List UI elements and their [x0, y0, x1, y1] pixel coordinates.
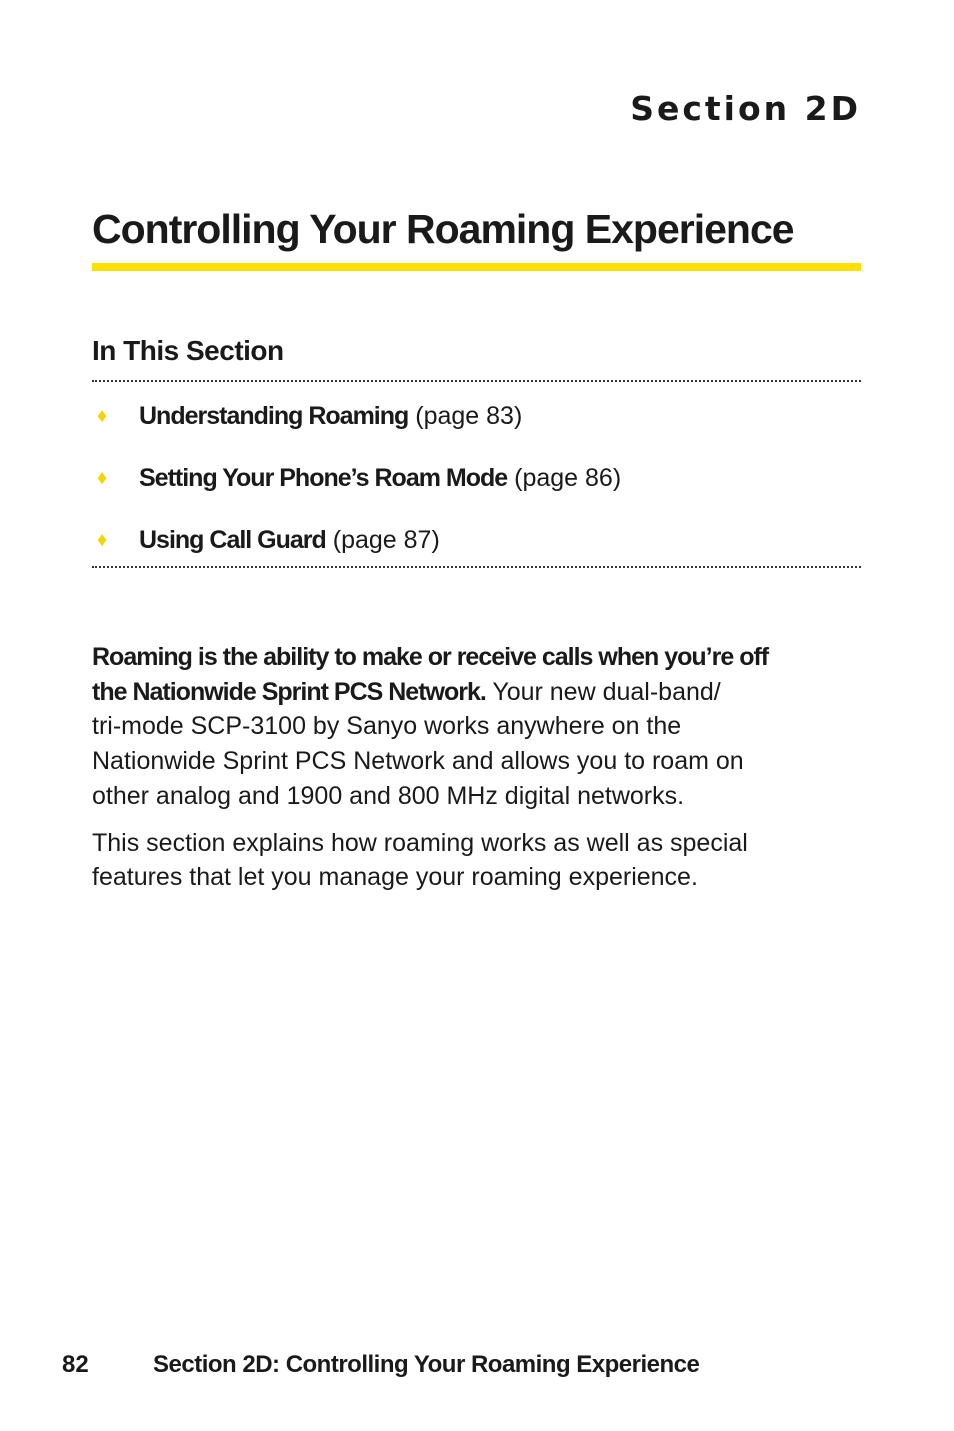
body-text	[92, 640, 812, 907]
diamond-bullet-icon: ♦	[97, 529, 108, 551]
section-contents-list	[92, 396, 861, 582]
intro-line-3: Nationwide Sprint PCS Network and allows you to roam on	[92, 747, 744, 776]
page-number: 82	[62, 1351, 89, 1378]
toc-item-title: Understanding Roaming	[139, 402, 409, 430]
toc-item-roam-mode[interactable]	[92, 458, 861, 520]
toc-item-title: Setting Your Phone’s Roam Mode	[139, 464, 508, 492]
dotted-divider-bottom	[92, 566, 861, 568]
page-title: Controlling Your Roaming Experience	[92, 206, 794, 252]
diamond-bullet-icon: ♦	[97, 405, 108, 427]
section-label: Section 2D	[630, 89, 861, 128]
toc-item-text	[139, 396, 522, 436]
toc-item-text	[139, 520, 440, 560]
page-footer	[62, 1348, 699, 1382]
explanation-paragraph	[92, 826, 812, 895]
explanation-line-1: This section explains how roaming works as well as special	[92, 828, 748, 857]
toc-item-page-ref: (page 87)	[332, 526, 440, 554]
toc-item-understanding-roaming[interactable]	[92, 396, 861, 458]
toc-item-call-guard[interactable]	[92, 520, 861, 582]
toc-item-text	[139, 458, 621, 498]
toc-item-title: Using Call Guard	[139, 526, 326, 554]
intro-line-2: tri-mode SCP-3100 by Sanyo works anywhere on the	[92, 712, 682, 741]
diamond-bullet-icon: ♦	[97, 467, 108, 489]
intro-line-4: other analog and 1900 and 800 MHz digital networks.	[92, 781, 685, 810]
title-underline-rule	[92, 263, 861, 271]
explanation-line-2: features that let you manage your roaming experience.	[92, 863, 698, 892]
intro-line-1-rest: Your new dual-band/	[485, 677, 721, 706]
running-footer-title: Section 2D: Controlling Your Roaming Experience	[153, 1351, 700, 1378]
toc-item-page-ref: (page 83)	[415, 402, 523, 430]
intro-bold-line-2: the Nationwide Sprint PCS Network.	[92, 677, 486, 706]
intro-paragraph	[92, 640, 812, 814]
dotted-divider-top	[92, 380, 861, 382]
toc-item-page-ref: (page 86)	[514, 464, 622, 492]
in-this-section-heading: In This Section	[92, 335, 284, 366]
intro-bold-line-1: Roaming is the ability to make or receive calls when you’re off	[92, 643, 769, 671]
